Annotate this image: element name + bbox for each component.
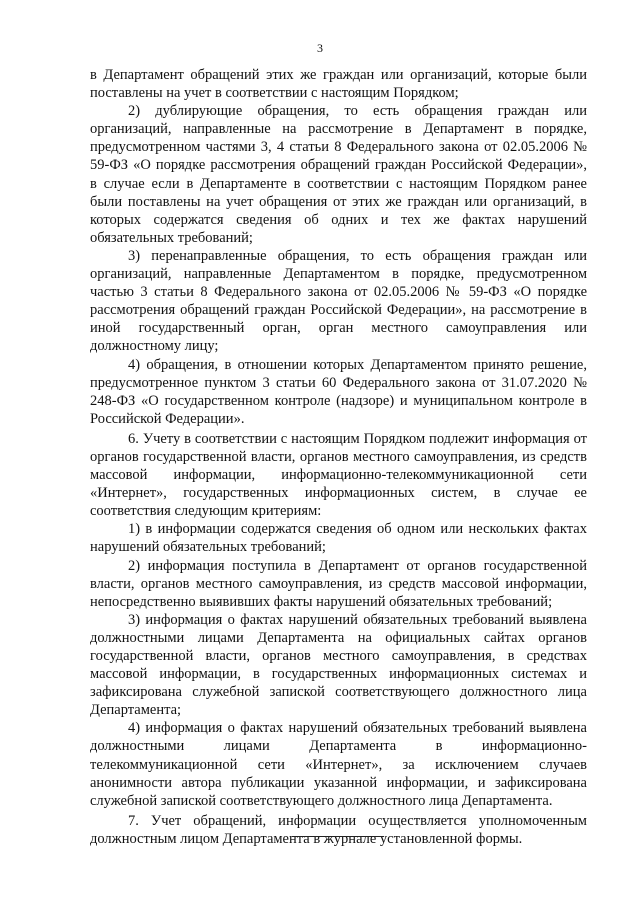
paragraph-item-3: 3) перенаправленные обращения, то есть обращения граждан или организаций, направленные Департаментом в порядке, предусмотренном частью 3 статьи 8 Федерального закона от 02.05.2006 № 59-ФЗ «О порядке рассмотрения обращений граждан Российской Федерации», на рассмотрение в иной государственный орган, орган местного самоуправления или должностному лицу; bbox=[90, 247, 587, 355]
paragraph-section-7: 7. Учет обращений, информации осуществляется уполномоченным должностным лицом Департамента в журнале установленной формы. bbox=[90, 812, 587, 847]
document-body bbox=[90, 66, 587, 848]
paragraph-criterion-2: 2) информация поступила в Департамент от органов государственной власти, органов местного самоуправления, из средств массовой информации, непосредственно выявивших факты нарушений обязательных требований; bbox=[90, 557, 587, 610]
paragraph-criterion-4: 4) информация о фактах нарушений обязательных требований выявлена должностными лицами Департамента в информационно-телекоммуникационной сети «Интернет», за исключением случаев анонимности автора публикации указанной информации, и зафиксирована служебной запиской соответствующего должностного лица Департамента. bbox=[90, 720, 587, 809]
paragraph-continuation: в Департамент обращений этих же граждан или организаций, которые были поставлены на учет в соответствии с настоящим Порядком; bbox=[90, 67, 587, 102]
page-number: 3 bbox=[317, 41, 323, 55]
paragraph-criterion-1: 1) в информации содержатся сведения об одном или нескольких фактах нарушений обязательных требований; bbox=[90, 521, 587, 556]
paragraph-item-4: 4) обращения, в отношении которых Департаментом принято решение, предусмотренное пунктом 3 статьи 60 Федерального закона от 31.07.2020 № 248-ФЗ «О государственном контроле (надзоре) и муниципальном контроле в Российской Федерации». bbox=[90, 356, 587, 427]
paragraph-item-2: 2) дублирующие обращения, то есть обращения граждан или организаций, направленные на рассмотрение в Департамент в порядке, предусмотренном частями 3, 4 статьи 8 Федерального закона от 02.05.2006 № 59-ФЗ «О порядке рассмотрения обращений граждан Российской Федерации», в случае если в Департаменте в соответствии с настоящим Порядком ранее были поставлены на учет обращения от этих же граждан или организаций, в которых содержатся сведения об одних и тех же фактах нарушений обязательных требований; bbox=[90, 103, 587, 246]
paragraph-section-6: 6. Учету в соответствии с настоящим Порядком подлежит информация от органов государственной власти, органов местного самоуправления, из средств массовой информации, информационно-телекоммуникационной сети «Интернет», государственных информационных систем, в случае ее соответствия следующим критериям: bbox=[90, 430, 587, 520]
paragraph-criterion-3: 3) информация о фактах нарушений обязательных требований выявлена должностными лицами Департамента на официальных сайтах органов государственной власти, органов местного самоуправления, в средствах массовой информации, в государственных информационных системах и зафиксирована служебной запиской соответствующего должностного лица Департамента; bbox=[90, 611, 587, 719]
end-divider-line bbox=[292, 836, 384, 837]
